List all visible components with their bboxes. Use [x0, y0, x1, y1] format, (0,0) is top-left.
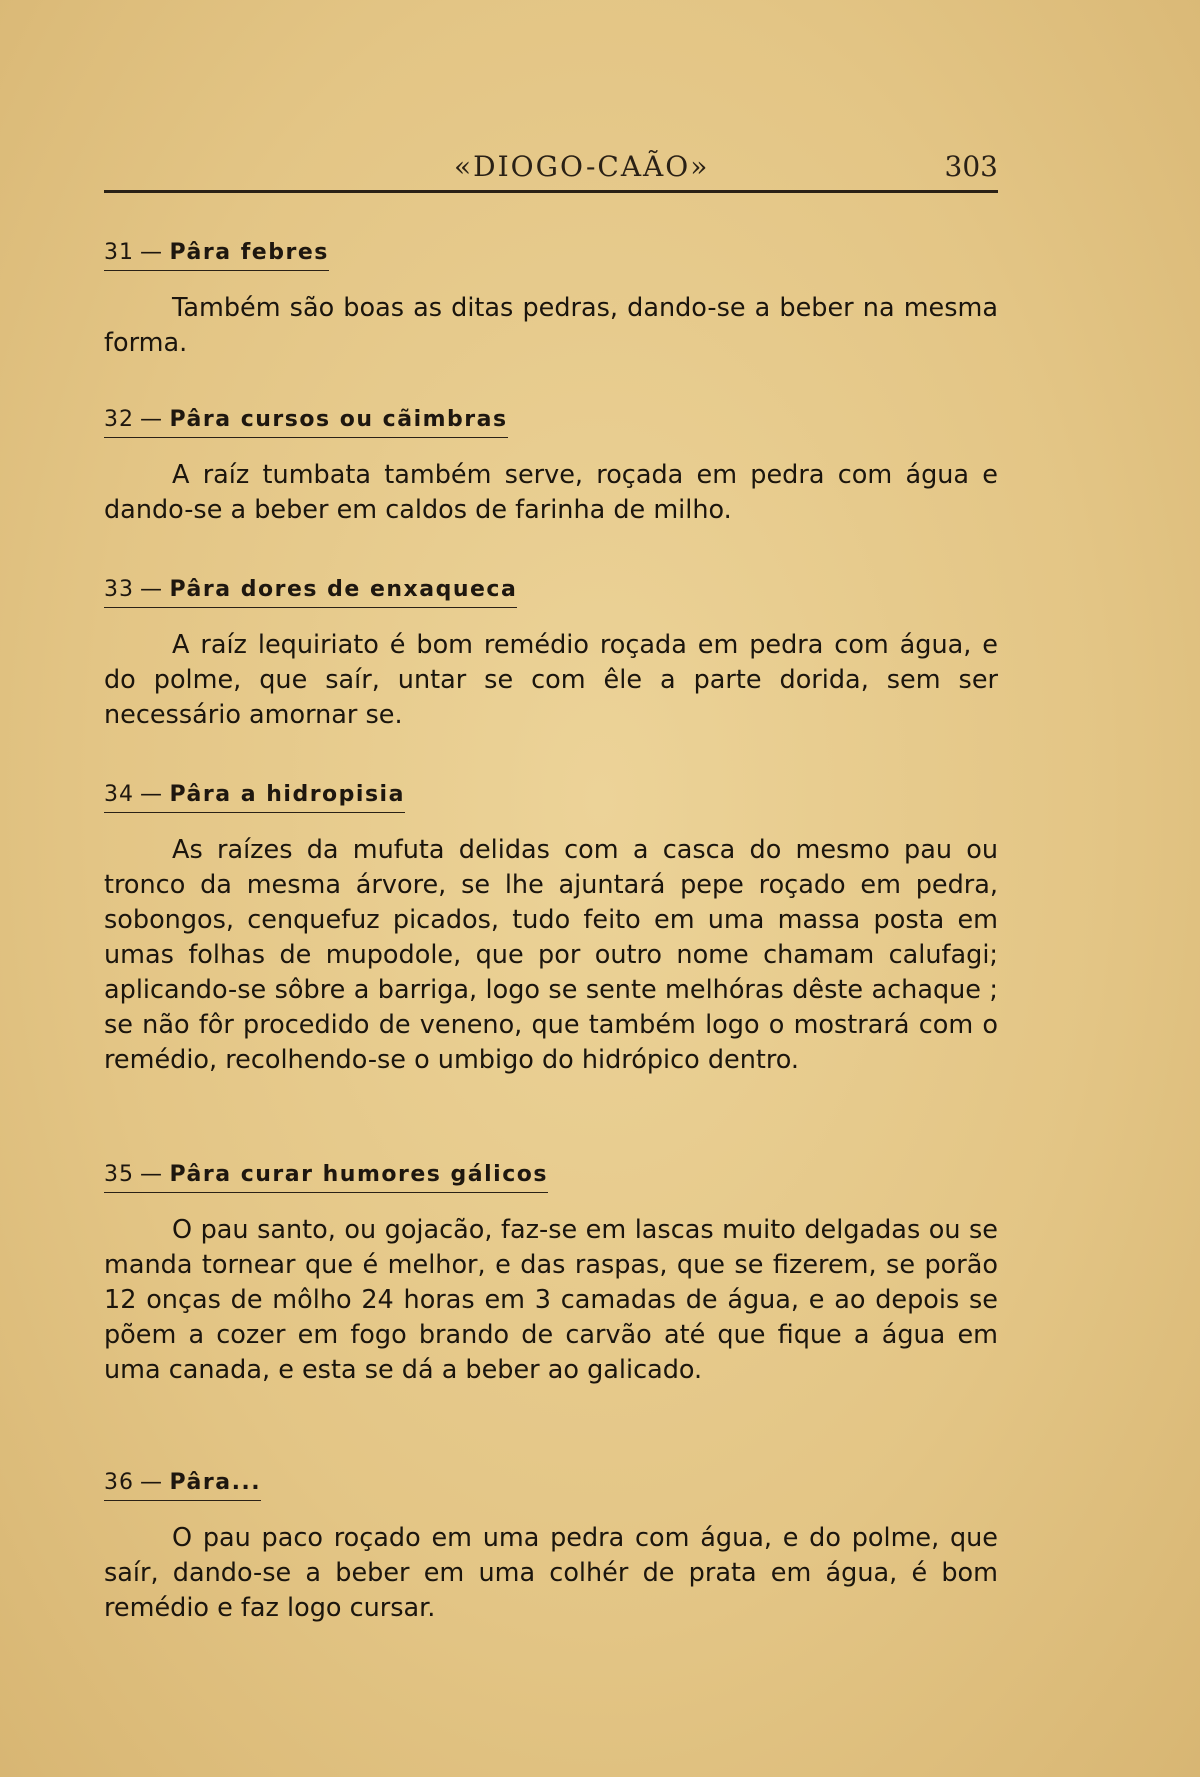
entry-35 — [104, 1160, 998, 1388]
running-head — [104, 140, 998, 193]
entry-33 — [104, 575, 998, 733]
entry-32 — [104, 405, 998, 528]
entry-number: 31 — [104, 240, 134, 265]
entry-text: As raízes da mufuta delidas com a casca do mesmo pau ou tronco da mesma árvore, se lhe ajuntará pepe roçado em pedra, sobongos, cenquefuz picados, tudo feito em uma massa posta em umas folhas de mupodole, que por outro nome chamam calufagi; aplicando-se sôbre a barriga, logo se sente melhóras dêste achaque ; se não fôr procedido de veneno, que também logo o mostrará com o remédio, recolhendo-se o umbigo do hidrópico dentro. — [104, 835, 998, 1075]
entry-title: Pâra dores de enxaqueca — [169, 577, 518, 602]
entry-number: 36 — [104, 1470, 134, 1495]
entry-text: A raíz tumbata também serve, roçada em pedra com água e dando-se a beber em caldos de farinha de milho. — [104, 460, 998, 525]
entry-title: Pâra cursos ou cãimbras — [169, 407, 508, 432]
entry-heading — [104, 238, 329, 271]
entry-dash: — — [140, 577, 164, 602]
entry-dash: — — [140, 407, 164, 432]
entry-number: 34 — [104, 782, 134, 807]
entry-title: Pâra a hidropisia — [169, 782, 405, 807]
entry-number: 33 — [104, 577, 134, 602]
entry-36 — [104, 1468, 998, 1626]
page-number: 303 — [944, 150, 998, 183]
entry-heading — [104, 575, 517, 608]
entry-title: Pâra... — [169, 1470, 262, 1495]
running-head-title: «DIOGO-CAÃO» — [454, 150, 710, 183]
entry-34 — [104, 780, 998, 1078]
entry-number: 35 — [104, 1162, 134, 1187]
entry-text: O pau paco roçado em uma pedra com água, e do polme, que saír, dando-se a beber em uma colhér de prata em água, é bom remédio e faz logo cursar. — [104, 1523, 998, 1623]
entry-title: Pâra curar humores gálicos — [169, 1162, 548, 1187]
entry-dash: — — [140, 1162, 164, 1187]
entry-dash: — — [140, 1470, 164, 1495]
entry-text: A raíz lequiriato é bom remédio roçada em pedra com água, e do polme, que saír, untar se com êle a parte dorida, sem ser necessário amornar se. — [104, 630, 998, 730]
entry-31 — [104, 238, 998, 361]
entry-heading — [104, 405, 508, 438]
entry-heading — [104, 1468, 261, 1501]
entry-dash: — — [140, 782, 164, 807]
entry-text: Também são boas as ditas pedras, dando-se a beber na mesma forma. — [104, 293, 998, 358]
entry-title: Pâra febres — [169, 240, 329, 265]
entry-heading — [104, 1160, 548, 1193]
entry-dash: — — [140, 240, 164, 265]
entry-number: 32 — [104, 407, 134, 432]
entry-text: O pau santo, ou gojacão, faz-se em lascas muito delgadas ou se manda tornear que é melhor, e das raspas, que se fizerem, se porão 12 onças de môlho 24 horas em 3 camadas de água, e ao depois se põem a cozer em fogo brando de carvão até que fique a água em uma canada, e esta se dá a beber ao galicado. — [104, 1215, 998, 1385]
entry-heading — [104, 780, 405, 813]
